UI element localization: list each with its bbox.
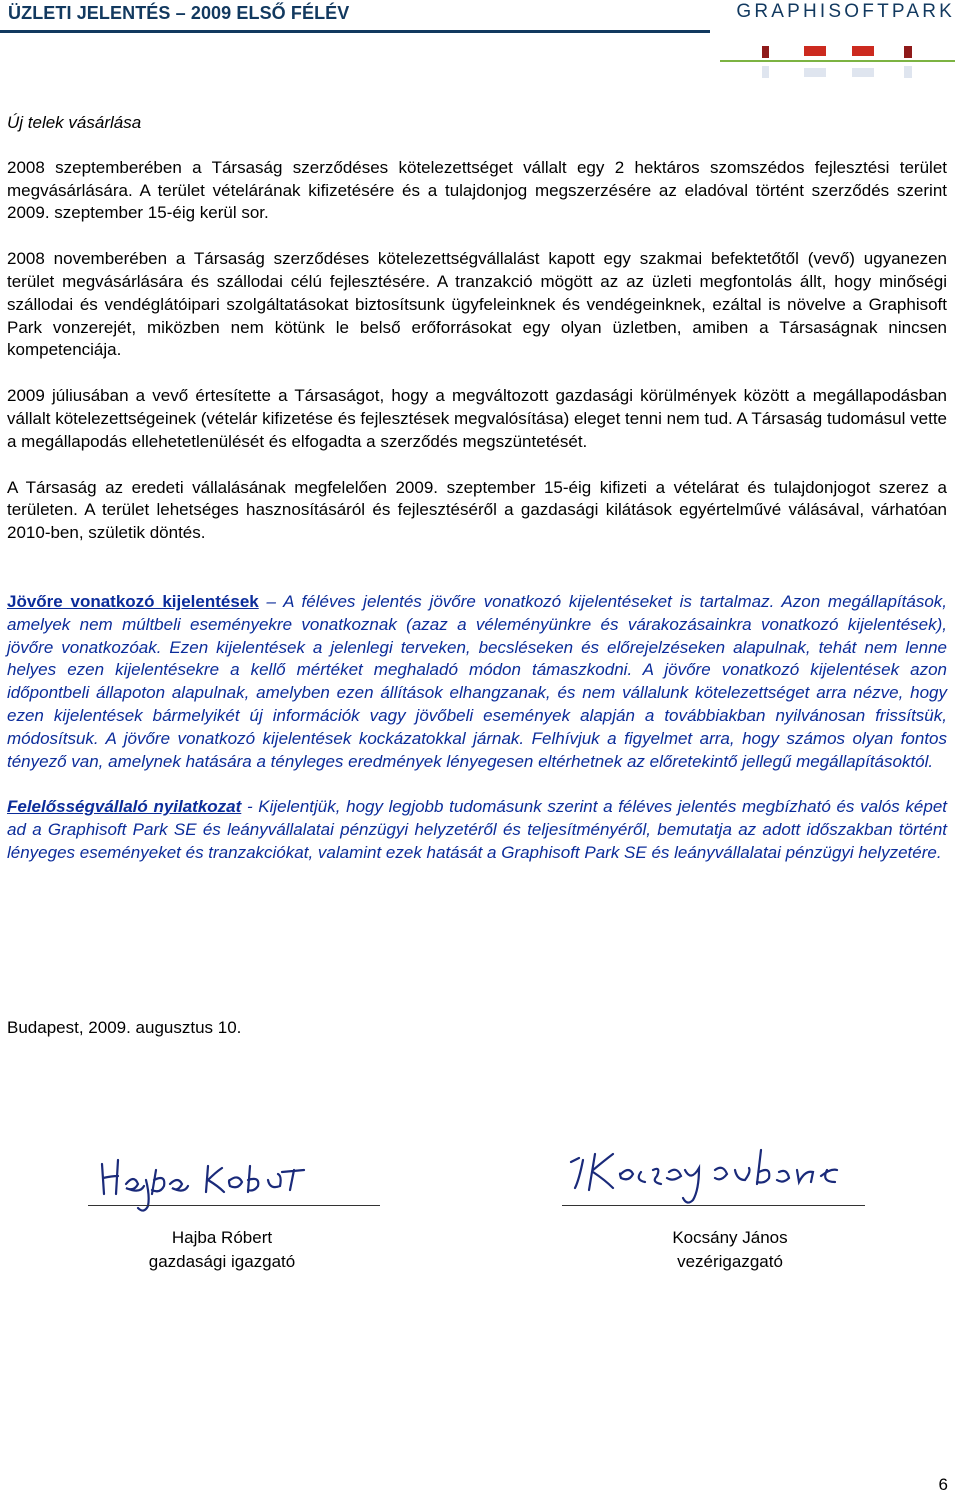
report-body: [7, 112, 947, 865]
signatory-title: vezérigazgató: [677, 1252, 783, 1271]
liability-title: Felelősségvállaló nyilatkozat: [7, 797, 242, 817]
forward-looking-statements: [7, 591, 947, 773]
report-title: ÜZLETI JELENTÉS – 2009 ELSŐ FÉLÉV: [8, 3, 350, 23]
place-date: Budapest, 2009. augusztus 10.: [7, 1018, 242, 1037]
signature-line-2: [562, 1205, 865, 1206]
signatory-name: Kocsány János: [672, 1228, 788, 1247]
paragraph-purchase: 2008 szeptemberében a Társaság szerződéses kötelezettséget vállalt egy 2 hektáros szomszédos fejlesztési terület megvásárlására. A terület vételárának kifizetésére és a tulajdonjog megszerzésére az eladóval történt szerződés szerint 2009. szeptember 15-éig kerül sor.: [7, 157, 947, 223]
signature-line-1: [88, 1205, 380, 1206]
page-header: [0, 0, 960, 80]
signature-kocsany-janos: [565, 1140, 865, 1210]
signatory-kocsany: [600, 1226, 860, 1274]
liability-dash: -: [241, 797, 259, 817]
forward-looking-title: Jövőre vonatkozó kijelentések: [7, 591, 259, 611]
signature-hajba-robert: [90, 1150, 390, 1220]
paragraph-buyer-withdrawal: 2009 júliusában a vevő értesítette a Társaságot, hogy a megváltozott gazdasági körülmények között a megállapodásban vállalt kötelezettségeinek (vételár kifizetése és fejlesztések megvalósítása) eleget tenni nem tud. A Társaság tudomásul vette a megállapodás ellehetetlenülését és elfogadta a szerződés megszüntetését.: [7, 386, 947, 451]
signatory-name: Hajba Róbert: [171, 1228, 273, 1247]
logo-wordmark: GRAPHISOFTPARK: [736, 1, 955, 22]
liability-statement: [7, 796, 947, 864]
page-number: 6: [938, 1475, 948, 1494]
header-rule: [0, 30, 710, 33]
forward-looking-text: A féléves jelentés jövőre vonatkozó kijelentéseket is tartalmaz. Azon megállapítások, amelyek nem múltbeli eseményekre vonatkoznak (azaz a véleményünkre és várakozásainkra vonatkozó kijelentések), jövőre vonatkozóak. Ezen kijelentések a jelenlegi terveken, becsléseken és előrejelzéseken alapulnak, tehát nem lenne helyes ezen kijelentésekre a kellő mértéket meghaladó módon támaszkodni. A jövőre vonatkozó kijelentések azon időpontbeli állapoton alapulnak, amelyben ezen állítások elhangzanak, és nem vállalunk kötelezettséget arra nézve, hogy ezen kijelentések bármelyikét új információk vagy jövőbeli események alapján a továbbiakban nyilvánosan frissítsük, módosítsuk. A jövőre vonatkozó kijelentések kockázatokkal járnak. Felhívjuk a figyelmet arra, hogy számos olyan fontos tényező van, amelynek hatására a tényleges eredmények lényegesen eltérhetnek az előretekintő jellegű megállapításoktól.: [7, 591, 947, 771]
forward-dash: –: [258, 591, 284, 611]
paragraph-buyer-commitment: 2008 novemberében a Társaság szerződéses kötelezettségvállalást kapott egy szakmai befektetőtől (vevő) ugyanezen terület megvásárlására és szállodai célú fejlesztésére. A tranzakció mögött az az üzleti megfontolás állt, hogy minőségi szállodai és vendéglátóipari szolgáltatásokat biztosítsunk ügyfeleinknek és vendégeinknek, ezáltal is növelve a Graphisoft Park vonzerejét, miközben nem kötünk le belső erőforrásokat egy olyan üzletben, amiben a Társaságnak nincsen kompetenciája.: [7, 249, 947, 360]
section-heading: Új telek vásárlása: [7, 113, 142, 132]
graphisoft-park-logo-icon: [720, 44, 955, 80]
liability-text: Kijelentjük, hogy legjobb tudomásunk szerint a féléves jelentés megbízható és valós képet ad a Graphisoft Park SE és leányvállalatai pénzügyi helyzetéről és teljesítményéről, bemutatja az adott időszakban történt lényeges eseményeket és tranzakciókat, valamint ezek hatását a Graphisoft Park SE és leányvállalatai pénzügyi helyzetére.: [7, 797, 947, 862]
signatory-title: gazdasági igazgató: [148, 1252, 296, 1271]
signatory-hajba: [92, 1226, 352, 1274]
paragraph-company-decision: A Társaság az eredeti vállalásának megfelelően 2009. szeptember 15-éig kifizeti a vételárat és tulajdonjogot szerez a területen. A terület lehetséges hasznosításáról és fejlesztéséről a gazdasági kilátások egyértelművé válásával, várhatóan 2010-ben, születik döntés.: [7, 477, 947, 543]
